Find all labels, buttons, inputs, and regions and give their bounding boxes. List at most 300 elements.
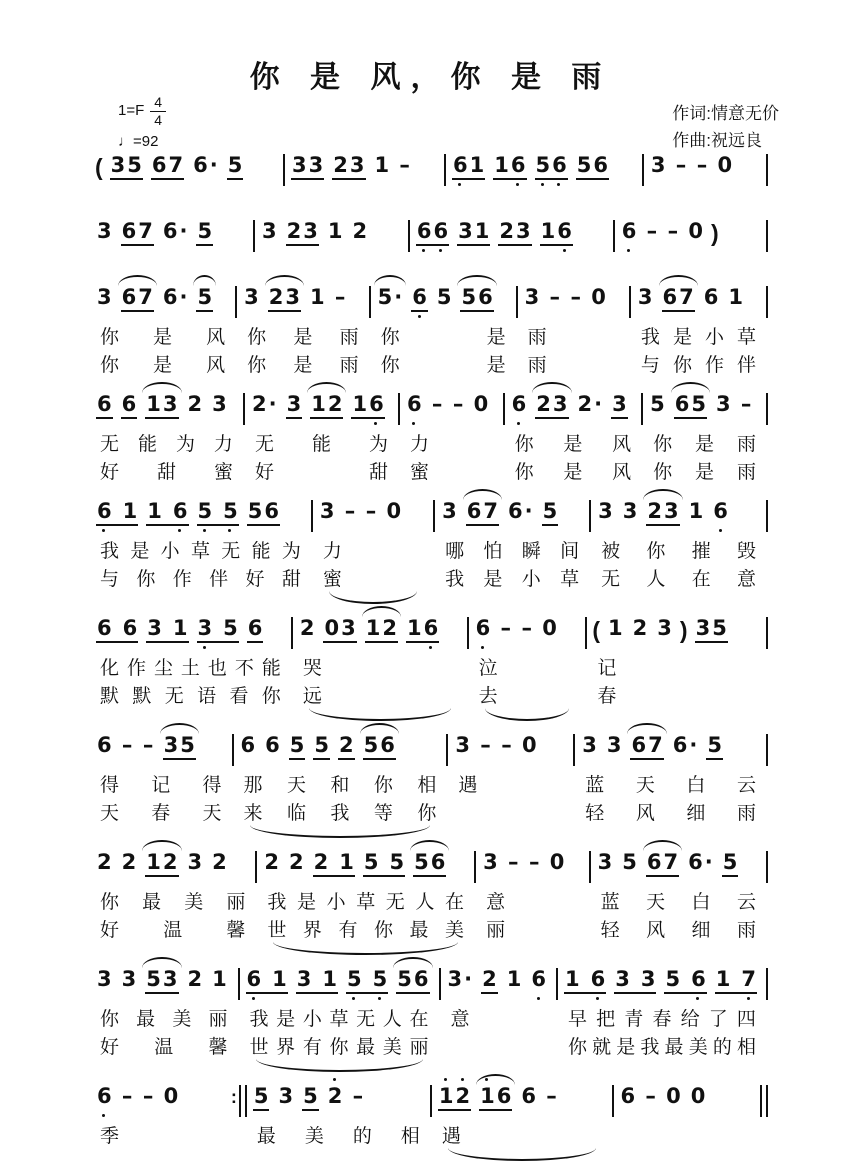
- note-digit: 2: [286, 219, 302, 243]
- lyric-row-2: [593, 566, 764, 594]
- note-digit: 6: [674, 392, 690, 416]
- note-token: [377, 286, 404, 309]
- low-octave-dot: [178, 529, 181, 532]
- notes-row: [92, 150, 281, 192]
- lyric-char: 你: [100, 1009, 120, 1030]
- note-digits: [142, 734, 155, 757]
- barline: [589, 851, 591, 883]
- note-token: [96, 851, 113, 874]
- dash-note: –: [546, 1084, 557, 1108]
- lyric-char: 丽: [409, 1037, 429, 1058]
- note-digits: [452, 154, 485, 180]
- note-token: [351, 220, 368, 243]
- note-digits: [145, 968, 178, 994]
- lyric-row-1: [92, 772, 230, 800]
- note-token: [197, 617, 239, 643]
- lyric-char: 去: [478, 686, 498, 707]
- note-digits: [299, 617, 316, 640]
- lyric-char: 能: [311, 434, 331, 455]
- high-octave-dot: [461, 1078, 464, 1081]
- lyric-char: 作: [126, 658, 146, 679]
- note-digit: 2: [162, 850, 178, 874]
- note-digit: 3: [197, 617, 214, 640]
- note-digit: 5: [377, 285, 393, 309]
- note-token: [542, 500, 559, 526]
- lyric-row-1: [92, 538, 309, 566]
- lyric-row-2: [633, 352, 764, 380]
- note-digits: [695, 617, 728, 643]
- note-digit: 2: [313, 850, 329, 874]
- note-token: [296, 968, 338, 994]
- note-token: [722, 851, 739, 877]
- lyric-row-1: [593, 538, 764, 566]
- note-digit: 3: [622, 499, 638, 523]
- note-digits: [313, 851, 355, 877]
- close-paren: ): [711, 220, 719, 246]
- note-digits: [675, 154, 688, 177]
- note-digit: 3: [285, 285, 300, 309]
- note-token: [520, 1085, 537, 1108]
- note-digits: [363, 851, 405, 877]
- note-digits: [569, 286, 582, 309]
- note-digit: 6: [122, 616, 138, 640]
- rest-note: 0: [542, 616, 557, 640]
- note-digit: 7: [168, 153, 184, 177]
- note-token: [263, 851, 280, 874]
- lyric-char: 细: [686, 803, 706, 824]
- beam-gap: [262, 968, 271, 991]
- note-digits: [211, 393, 228, 416]
- note-token: [548, 286, 561, 309]
- note-digit: 6: [121, 285, 137, 309]
- dash-note: –: [570, 285, 582, 309]
- note-digits: [377, 286, 404, 309]
- note-digit: 3: [606, 733, 622, 757]
- augmentation-dot: ·: [179, 285, 188, 309]
- song-title: 你 是 风，你 是 雨: [249, 60, 612, 95]
- note-digit: 6: [121, 392, 137, 416]
- note-digit: 3: [187, 850, 203, 874]
- lyric-char: 瞬: [521, 541, 541, 562]
- lyric-char: 无: [164, 686, 184, 707]
- note-digit: 6: [121, 219, 137, 243]
- note-digits: [323, 617, 356, 643]
- note-digit: 3: [716, 392, 731, 416]
- lyric-char: 青: [624, 1009, 644, 1030]
- dash-note: –: [344, 499, 356, 523]
- note-digits: [163, 1085, 180, 1108]
- lyric-char: 毁: [736, 541, 756, 562]
- melisma-arc: [448, 1148, 596, 1161]
- note-token: [493, 154, 526, 180]
- note-digit: 5: [180, 733, 195, 757]
- lyric-char: 我: [445, 569, 465, 590]
- lyric-char: 我: [267, 892, 287, 913]
- lyric-char: 伴: [737, 355, 757, 376]
- notes-row: [239, 282, 366, 324]
- lyric-char: 不: [234, 658, 254, 679]
- note-digit: 1: [479, 1085, 496, 1108]
- notes-row: [242, 964, 437, 1006]
- lyric-char: 丽: [486, 920, 506, 941]
- notes-row: [616, 1081, 758, 1123]
- lyric-char: 你: [100, 327, 120, 348]
- note-digits: [482, 851, 499, 874]
- note-token: [416, 220, 449, 246]
- note-digits: [620, 1085, 637, 1108]
- note-token: [457, 220, 490, 246]
- note-digit: 5: [146, 967, 161, 991]
- lyric-char: 你: [373, 775, 393, 796]
- note-token: [706, 734, 723, 760]
- note-digits: [187, 968, 204, 991]
- note-digit: 5: [389, 850, 405, 874]
- note-digits: [535, 154, 568, 180]
- note-digit: 1: [311, 392, 326, 416]
- barline: [629, 286, 631, 318]
- lyric-row-2: [402, 459, 501, 487]
- lyric-char: 你: [380, 355, 400, 376]
- note-digits: [436, 286, 453, 309]
- note-digits: [247, 617, 264, 643]
- notes-row: [434, 1081, 610, 1123]
- lyric-row-1: [645, 431, 764, 459]
- note-digit: 5: [707, 733, 722, 757]
- note-digit: 5: [576, 153, 592, 177]
- barline: [585, 617, 587, 649]
- note-digit: 5: [712, 616, 727, 640]
- note-digits: [438, 1085, 471, 1111]
- note-digit: 2: [339, 733, 354, 757]
- augmentation-dot: ·: [268, 392, 277, 416]
- lyric-char: 相: [736, 1037, 756, 1058]
- note-digits: [431, 393, 444, 416]
- low-octave-dot: [516, 183, 519, 186]
- note-digits: [96, 968, 113, 991]
- note-token: [528, 851, 541, 874]
- lyric-row-2: [92, 683, 289, 711]
- note-digits: [286, 393, 303, 419]
- time-signature-numerator: 4: [150, 94, 166, 112]
- note-digits: [319, 500, 336, 523]
- measure: [287, 150, 442, 192]
- notes-row: [402, 389, 501, 431]
- note-digit: 1: [728, 285, 744, 309]
- lyric-char: 轻: [600, 920, 620, 941]
- lyric-char: 能: [137, 434, 157, 455]
- note-digits: [520, 617, 533, 640]
- note-digits: [637, 286, 654, 309]
- notes-row: [92, 216, 251, 258]
- beam-gap: [113, 500, 122, 523]
- dash-note: –: [431, 392, 443, 416]
- note-digit: 2: [97, 850, 112, 874]
- note-token: [121, 220, 154, 246]
- lyric-row-1: [589, 655, 764, 683]
- notes-row: [520, 282, 627, 324]
- notes-row: [450, 730, 571, 772]
- barline: [255, 851, 257, 883]
- dash-note: –: [521, 616, 533, 640]
- barline: [766, 968, 768, 1000]
- time-signature-denominator: 4: [154, 111, 163, 128]
- lyric-char: 力: [410, 434, 430, 455]
- barline: [408, 220, 410, 252]
- note-token: [687, 851, 714, 874]
- dash-note: –: [549, 285, 561, 309]
- note-digit: 3: [458, 219, 473, 243]
- lyric-char: 与: [100, 569, 120, 590]
- notes-row: [247, 389, 396, 431]
- barline: [467, 617, 469, 649]
- dash-note: –: [121, 1084, 133, 1108]
- augmentation-dot: ·: [209, 153, 218, 177]
- note-token: [398, 154, 411, 177]
- measure: [373, 282, 514, 380]
- note-digits: [535, 393, 568, 419]
- note-digits: [481, 968, 498, 994]
- note-digits: [277, 1085, 294, 1108]
- lyric-char: 好: [245, 569, 265, 590]
- note-token: [187, 851, 204, 874]
- notes-row: [92, 613, 289, 655]
- low-octave-dot: [747, 997, 750, 1000]
- note-digit: 3: [598, 499, 613, 523]
- lyric-char: 记: [597, 658, 617, 679]
- note-token: [187, 393, 204, 416]
- rest-note: 0: [690, 1084, 706, 1108]
- note-digit: 3: [582, 733, 597, 757]
- low-octave-dot: [422, 249, 425, 252]
- note-digits: [712, 500, 729, 523]
- note-token: [240, 734, 257, 757]
- note-digit: 3: [516, 219, 531, 243]
- note-token: [703, 286, 720, 309]
- note-token: [299, 617, 316, 640]
- note-token: [511, 393, 528, 416]
- note-token: [637, 286, 654, 309]
- notes-row: [412, 216, 611, 258]
- lyric-row-1: [259, 889, 472, 917]
- note-token: [597, 500, 614, 523]
- note-digit: 3: [640, 967, 656, 991]
- note-digit: 6: [466, 499, 482, 523]
- measure: [315, 496, 431, 604]
- lyric-char: 我: [640, 1037, 660, 1058]
- note-digit: 3: [303, 219, 318, 243]
- augmentation-dot: ·: [704, 850, 713, 874]
- low-octave-dot: [418, 315, 421, 318]
- note-digits: [346, 968, 388, 994]
- lyric-char: 伴: [209, 569, 229, 590]
- lyric-row-1: [633, 324, 764, 352]
- lyric-char: 和: [330, 775, 350, 796]
- note-digit: 6: [97, 616, 112, 640]
- lyric-char: 好: [100, 1037, 120, 1058]
- note-digits: [662, 286, 695, 312]
- lyric-row-1: [507, 431, 639, 459]
- measure: [633, 282, 764, 380]
- lyric-char: 界: [302, 920, 322, 941]
- notes-row: [92, 496, 309, 538]
- note-token: [247, 617, 264, 643]
- note-token: [291, 154, 324, 180]
- note-token: [197, 500, 239, 526]
- note-token: [460, 286, 493, 312]
- note-digit: 7: [138, 219, 153, 243]
- note-token: [96, 968, 113, 991]
- note-digits: [703, 286, 720, 309]
- note-digit: 6: [380, 733, 395, 757]
- lyric-char: 小: [704, 327, 724, 348]
- note-digits: [460, 286, 493, 312]
- note-digit: 6: [247, 616, 263, 640]
- barline: [283, 154, 285, 186]
- note-token: [196, 220, 213, 246]
- note-digit: 3: [349, 153, 365, 177]
- note-digits: [564, 968, 606, 994]
- note-token: [277, 1085, 294, 1108]
- melisma-arc: [273, 942, 458, 955]
- note-digits: [649, 393, 666, 416]
- note-digit: 3: [97, 967, 112, 991]
- note-digit: 6: [96, 500, 113, 523]
- notes-row: [471, 613, 584, 655]
- note-digit: 7: [663, 850, 679, 874]
- note-token: [145, 851, 178, 877]
- lyric-char: 蜜: [213, 462, 233, 483]
- note-token: [346, 968, 388, 994]
- lyric-char: 你: [567, 1037, 587, 1058]
- lyric-char: 相: [400, 1126, 420, 1147]
- lyric-char: 美: [382, 1037, 402, 1058]
- note-digits: [630, 734, 663, 760]
- barline: [311, 500, 313, 532]
- note-token: [481, 968, 498, 994]
- tempo-value: =92: [133, 132, 159, 150]
- lyric-char: 哭: [302, 658, 322, 679]
- lyric-char: 天: [100, 803, 120, 824]
- lyric-char: 风: [635, 803, 655, 824]
- lyric-row-2: [645, 459, 764, 487]
- lyric-char: 云: [736, 775, 756, 796]
- dash-note: –: [334, 285, 346, 309]
- low-octave-dot: [412, 422, 415, 425]
- note-token: [351, 1085, 364, 1108]
- note-digit: 6: [530, 968, 547, 991]
- lyric-char: 你: [646, 541, 666, 562]
- lyric-char: 草: [737, 327, 757, 348]
- note-digits: [96, 393, 113, 419]
- note-digit: 5: [227, 153, 243, 177]
- note-digits: [506, 968, 523, 991]
- lyric-row-2: [236, 800, 445, 828]
- lyric-char: 小: [302, 1009, 322, 1030]
- notes-row: [236, 730, 445, 772]
- note-digits: [264, 734, 281, 757]
- note-token: [650, 154, 667, 177]
- lyric-row-1: [315, 538, 431, 566]
- low-octave-dot: [252, 997, 255, 1000]
- note-digit: 5: [665, 967, 681, 991]
- score-system-8: [92, 847, 770, 955]
- dash-note: –: [500, 616, 512, 640]
- low-octave-dot: [696, 997, 699, 1000]
- measure: [236, 730, 445, 838]
- note-token: [507, 851, 520, 874]
- note-digit: 6: [631, 733, 647, 757]
- barline: [430, 1085, 432, 1117]
- note-digit: 6: [96, 1085, 113, 1108]
- note-digit: 6: [507, 499, 523, 523]
- note-digits: [121, 851, 138, 874]
- note-token: [695, 617, 728, 643]
- note-digit: 6: [712, 500, 729, 523]
- high-octave-dot: [333, 1078, 336, 1081]
- rest-note: 0: [473, 392, 489, 416]
- note-token: [715, 393, 732, 416]
- beam-gap: [163, 617, 172, 640]
- augmentation-dot: ·: [464, 967, 473, 991]
- lyric-char: 被: [601, 541, 621, 562]
- lyric-char: 记: [151, 775, 171, 796]
- note-digits: [302, 1085, 319, 1111]
- note-token: [447, 968, 474, 991]
- beam-gap: [681, 968, 690, 991]
- note-digit: 1: [339, 850, 354, 874]
- note-digits: [687, 851, 714, 874]
- low-octave-dot: [563, 249, 566, 252]
- note-digit: 6: [672, 733, 688, 757]
- measure: [617, 216, 764, 258]
- dash-note: –: [528, 850, 540, 874]
- lyric-char: 天: [646, 892, 666, 913]
- note-token: [597, 851, 614, 874]
- note-digits: [121, 220, 154, 246]
- note-digits: [121, 393, 138, 419]
- note-digit: 1: [608, 616, 623, 640]
- low-octave-dot: [596, 997, 599, 1000]
- lyric-char: 相: [417, 775, 437, 796]
- note-token: [498, 220, 531, 246]
- lyric-row-1: [92, 889, 253, 917]
- note-digit: 6: [620, 1084, 636, 1108]
- measure: [92, 613, 289, 711]
- note-digit: 2: [268, 285, 284, 309]
- lyric-row-1: [560, 1006, 764, 1034]
- lyric-char: 人: [415, 892, 435, 913]
- low-octave-dot: [537, 997, 540, 1000]
- measure: [92, 1081, 231, 1151]
- note-digits: [674, 393, 707, 419]
- note-token: [96, 393, 113, 419]
- barline: [446, 734, 448, 766]
- note-digits: [243, 286, 260, 309]
- barline: [766, 220, 768, 252]
- lyric-char: 风: [612, 434, 632, 455]
- note-token: [246, 968, 288, 994]
- lyric-char: 我: [100, 541, 120, 562]
- lyric-char: 无: [601, 569, 621, 590]
- note-digits: [597, 500, 614, 523]
- rest-note: 0: [521, 733, 537, 757]
- note-token: [549, 851, 566, 874]
- note-digit: 2: [187, 392, 203, 416]
- lyric-char: 是: [616, 1037, 636, 1058]
- time-signature: [150, 94, 166, 129]
- lyric-char: 风: [206, 355, 226, 376]
- lyric-char: 人: [646, 569, 666, 590]
